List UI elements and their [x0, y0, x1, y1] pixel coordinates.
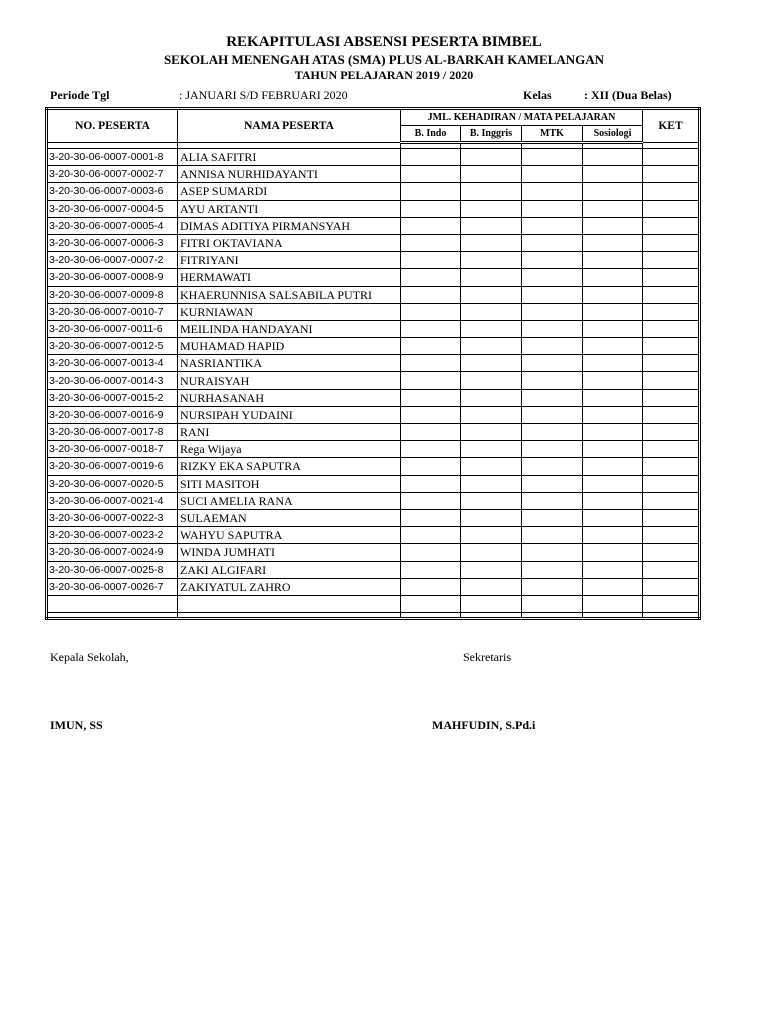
table-row — [47, 338, 700, 355]
participant-number: 3-20-30-06-0007-0015-2 — [47, 389, 178, 406]
empty-cell — [461, 595, 522, 612]
attendance-cell — [583, 441, 643, 458]
participant-number: 3-20-30-06-0007-0018-7 — [47, 441, 178, 458]
attendance-cell — [401, 509, 461, 526]
attendance-cell — [461, 424, 522, 441]
table-row — [47, 286, 700, 303]
attendance-cell — [401, 441, 461, 458]
attendance-cell — [522, 338, 583, 355]
attendance-cell — [583, 578, 643, 595]
table-row — [47, 389, 700, 406]
attendance-cell — [583, 338, 643, 355]
column-header-name: NAMA PESERTA — [178, 109, 401, 143]
attendance-cell — [401, 561, 461, 578]
attendance-cell — [522, 509, 583, 526]
attendance-cell — [461, 458, 522, 475]
attendance-cell — [461, 338, 522, 355]
attendance-cell — [401, 234, 461, 251]
document-title: REKAPITULASI ABSENSI PESERTA BIMBEL — [226, 34, 542, 50]
participant-number: 3-20-30-06-0007-0023-2 — [47, 527, 178, 544]
attendance-cell — [461, 252, 522, 269]
table-row — [47, 527, 700, 544]
empty-cell — [522, 595, 583, 612]
attendance-cell — [522, 303, 583, 320]
academic-year: TAHUN PELAJARAN 2019 / 2020 — [294, 68, 474, 82]
column-header-subject: Sosiologi — [583, 126, 643, 143]
participant-name: FITRI OKTAVIANA — [178, 234, 401, 251]
attendance-cell — [461, 389, 522, 406]
period-value: : JANUARI S/D FEBRUARI 2020 — [179, 88, 348, 102]
attendance-cell — [583, 475, 643, 492]
participant-number: 3-20-30-06-0007-0001-8 — [47, 149, 178, 166]
participant-name: HERMAWATI — [178, 269, 401, 286]
ket-cell — [643, 492, 700, 509]
attendance-cell — [401, 320, 461, 337]
empty-cell — [47, 613, 178, 619]
attendance-cell — [401, 406, 461, 423]
table-row — [47, 561, 700, 578]
attendance-cell — [583, 509, 643, 526]
attendance-cell — [461, 217, 522, 234]
table-row — [47, 355, 700, 372]
participant-name: RANI — [178, 424, 401, 441]
attendance-cell — [522, 527, 583, 544]
participant-number: 3-20-30-06-0007-0017-8 — [47, 424, 178, 441]
attendance-cell — [461, 286, 522, 303]
participant-number: 3-20-30-06-0007-0025-8 — [47, 561, 178, 578]
attendance-cell — [522, 217, 583, 234]
table-row — [47, 372, 700, 389]
attendance-cell — [522, 561, 583, 578]
table-row — [47, 234, 700, 251]
attendance-cell — [583, 372, 643, 389]
attendance-cell — [583, 406, 643, 423]
participant-name: AYU ARTANTI — [178, 200, 401, 217]
attendance-cell — [401, 252, 461, 269]
attendance-cell — [401, 149, 461, 166]
attendance-cell — [583, 183, 643, 200]
column-header-subject: B. Inggris — [461, 126, 522, 143]
ket-cell — [643, 234, 700, 251]
class-label: Kelas — [523, 88, 552, 102]
attendance-cell — [401, 424, 461, 441]
participant-number: 3-20-30-06-0007-0024-9 — [47, 544, 178, 561]
ket-cell — [643, 509, 700, 526]
attendance-cell — [522, 320, 583, 337]
attendance-cell — [522, 492, 583, 509]
participant-name: SITI MASITOH — [178, 475, 401, 492]
participant-number: 3-20-30-06-0007-0019-6 — [47, 458, 178, 475]
ket-cell — [643, 183, 700, 200]
participant-number: 3-20-30-06-0007-0010-7 — [47, 303, 178, 320]
attendance-cell — [522, 458, 583, 475]
attendance-cell — [401, 389, 461, 406]
column-header-attendance-group: JML. KEHADIRAN / MATA PELAJARAN — [401, 109, 643, 126]
attendance-cell — [401, 527, 461, 544]
attendance-cell — [522, 441, 583, 458]
table-row — [47, 509, 700, 526]
participant-name: WAHYU SAPUTRA — [178, 527, 401, 544]
attendance-cell — [461, 320, 522, 337]
attendance-cell — [522, 183, 583, 200]
attendance-cell — [401, 217, 461, 234]
table-row — [47, 406, 700, 423]
attendance-cell — [401, 200, 461, 217]
attendance-cell — [461, 166, 522, 183]
attendance-cell — [522, 475, 583, 492]
attendance-cell — [401, 578, 461, 595]
attendance-cell — [522, 544, 583, 561]
column-header-no: NO. PESERTA — [47, 109, 178, 143]
participant-number: 3-20-30-06-0007-0003-6 — [47, 183, 178, 200]
attendance-cell — [522, 286, 583, 303]
attendance-cell — [401, 286, 461, 303]
attendance-cell — [461, 492, 522, 509]
participant-name: FITRIYANI — [178, 252, 401, 269]
participant-name: NASRIANTIKA — [178, 355, 401, 372]
table-row — [47, 320, 700, 337]
participant-number: 3-20-30-06-0007-0022-3 — [47, 509, 178, 526]
ket-cell — [643, 544, 700, 561]
participant-number: 3-20-30-06-0007-0020-5 — [47, 475, 178, 492]
column-header-subject: B. Indo — [401, 126, 461, 143]
attendance-cell — [583, 200, 643, 217]
attendance-cell — [461, 406, 522, 423]
ket-cell — [643, 286, 700, 303]
attendance-cell — [461, 509, 522, 526]
participant-name: ZAKI ALGIFARI — [178, 561, 401, 578]
signature-role-left: Kepala Sekolah, — [50, 650, 129, 664]
ket-cell — [643, 269, 700, 286]
empty-cell — [643, 613, 700, 619]
table-row — [47, 252, 700, 269]
ket-cell — [643, 424, 700, 441]
attendance-cell — [583, 166, 643, 183]
empty-cell — [47, 595, 178, 612]
ket-cell — [643, 217, 700, 234]
table-row — [47, 149, 700, 166]
participant-number: 3-20-30-06-0007-0002-7 — [47, 166, 178, 183]
school-name: SEKOLAH MENENGAH ATAS (SMA) PLUS AL-BARKAH KAMELANGAN — [163, 52, 605, 67]
participant-number: 3-20-30-06-0007-0012-5 — [47, 338, 178, 355]
participant-name: NURSIPAH YUDAINI — [178, 406, 401, 423]
participant-name: SUCI AMELIA RANA — [178, 492, 401, 509]
attendance-cell — [522, 578, 583, 595]
attendance-cell — [583, 149, 643, 166]
participant-name: Rega Wijaya — [178, 441, 401, 458]
attendance-cell — [401, 544, 461, 561]
participant-number: 3-20-30-06-0007-0008-9 — [47, 269, 178, 286]
attendance-cell — [461, 475, 522, 492]
participant-name: NURHASANAH — [178, 389, 401, 406]
attendance-cell — [401, 303, 461, 320]
attendance-cell — [401, 475, 461, 492]
ket-cell — [643, 458, 700, 475]
participant-name: ANNISA NURHIDAYANTI — [178, 166, 401, 183]
ket-cell — [643, 252, 700, 269]
attendance-cell — [522, 372, 583, 389]
participant-number: 3-20-30-06-0007-0005-4 — [47, 217, 178, 234]
attendance-cell — [583, 492, 643, 509]
attendance-cell — [461, 372, 522, 389]
attendance-cell — [401, 492, 461, 509]
attendance-cell — [583, 269, 643, 286]
ket-cell — [643, 406, 700, 423]
attendance-cell — [583, 355, 643, 372]
attendance-cell — [583, 458, 643, 475]
ket-cell — [643, 320, 700, 337]
attendance-cell — [461, 561, 522, 578]
table-row — [47, 458, 700, 475]
empty-cell — [401, 613, 461, 619]
attendance-cell — [583, 286, 643, 303]
ket-cell — [643, 578, 700, 595]
attendance-cell — [401, 458, 461, 475]
attendance-cell — [522, 166, 583, 183]
attendance-cell — [522, 406, 583, 423]
participant-name: RIZKY EKA SAPUTRA — [178, 458, 401, 475]
attendance-cell — [583, 303, 643, 320]
empty-cell — [643, 595, 700, 612]
table-row — [47, 166, 700, 183]
attendance-cell — [461, 200, 522, 217]
ket-cell — [643, 338, 700, 355]
attendance-cell — [461, 527, 522, 544]
attendance-cell — [583, 252, 643, 269]
ket-cell — [643, 441, 700, 458]
empty-cell — [583, 595, 643, 612]
attendance-cell — [522, 424, 583, 441]
table-row — [47, 269, 700, 286]
table-row — [47, 424, 700, 441]
ket-cell — [643, 372, 700, 389]
attendance-cell — [522, 389, 583, 406]
participant-number: 3-20-30-06-0007-0009-8 — [47, 286, 178, 303]
attendance-cell — [583, 424, 643, 441]
column-header-ket: KET — [643, 109, 700, 143]
table-row — [47, 441, 700, 458]
ket-cell — [643, 389, 700, 406]
participant-name: ASEP SUMARDI — [178, 183, 401, 200]
class-value: : XII (Dua Belas) — [584, 88, 672, 102]
attendance-cell — [401, 355, 461, 372]
attendance-cell — [522, 252, 583, 269]
attendance-cell — [461, 441, 522, 458]
participant-number: 3-20-30-06-0007-0013-4 — [47, 355, 178, 372]
empty-row — [47, 595, 700, 612]
signature-name-right: MAHFUDIN, S.Pd.i — [432, 718, 536, 732]
attendance-cell — [583, 389, 643, 406]
participant-name: ZAKIYATUL ZAHRO — [178, 578, 401, 595]
attendance-cell — [522, 269, 583, 286]
table-row — [47, 183, 700, 200]
empty-cell — [583, 613, 643, 619]
participant-name: SULAEMAN — [178, 509, 401, 526]
table-row — [47, 578, 700, 595]
empty-cell — [178, 595, 401, 612]
attendance-cell — [461, 355, 522, 372]
signature-name-left: IMUN, SS — [50, 718, 103, 732]
attendance-cell — [401, 338, 461, 355]
participant-name: WINDA JUMHATI — [178, 544, 401, 561]
attendance-cell — [461, 149, 522, 166]
column-header-subject: MTK — [522, 126, 583, 143]
attendance-cell — [461, 544, 522, 561]
attendance-cell — [583, 234, 643, 251]
attendance-cell — [461, 269, 522, 286]
table-row — [47, 544, 700, 561]
participant-number: 3-20-30-06-0007-0011-6 — [47, 320, 178, 337]
participant-number: 3-20-30-06-0007-0006-3 — [47, 234, 178, 251]
empty-row — [47, 613, 700, 619]
period-label: Periode Tgl — [50, 88, 110, 102]
participant-name: ALIA SAFITRI — [178, 149, 401, 166]
ket-cell — [643, 166, 700, 183]
ket-cell — [643, 200, 700, 217]
table-row — [47, 303, 700, 320]
participant-number: 3-20-30-06-0007-0026-7 — [47, 578, 178, 595]
participant-name: NURAISYAH — [178, 372, 401, 389]
empty-cell — [461, 613, 522, 619]
attendance-cell — [522, 234, 583, 251]
attendance-table — [45, 107, 701, 620]
attendance-cell — [583, 217, 643, 234]
empty-cell — [178, 613, 401, 619]
attendance-cell — [461, 303, 522, 320]
attendance-cell — [583, 544, 643, 561]
attendance-cell — [522, 149, 583, 166]
participant-name: KHAERUNNISA SALSABILA PUTRI — [178, 286, 401, 303]
empty-cell — [522, 613, 583, 619]
ket-cell — [643, 149, 700, 166]
table-row — [47, 200, 700, 217]
participant-number: 3-20-30-06-0007-0016-9 — [47, 406, 178, 423]
ket-cell — [643, 527, 700, 544]
participant-name: DIMAS ADITIYA PIRMANSYAH — [178, 217, 401, 234]
attendance-cell — [583, 561, 643, 578]
table-row — [47, 217, 700, 234]
attendance-cell — [522, 355, 583, 372]
attendance-cell — [583, 320, 643, 337]
ket-cell — [643, 475, 700, 492]
attendance-cell — [401, 183, 461, 200]
signature-role-right: Sekretaris — [463, 650, 511, 664]
attendance-cell — [401, 269, 461, 286]
attendance-cell — [461, 234, 522, 251]
attendance-cell — [461, 578, 522, 595]
participant-number: 3-20-30-06-0007-0014-3 — [47, 372, 178, 389]
ket-cell — [643, 355, 700, 372]
participant-name: MUHAMAD HAPID — [178, 338, 401, 355]
participant-number: 3-20-30-06-0007-0007-2 — [47, 252, 178, 269]
participant-name: MEILINDA HANDAYANI — [178, 320, 401, 337]
attendance-cell — [461, 183, 522, 200]
table-row — [47, 492, 700, 509]
ket-cell — [643, 561, 700, 578]
participant-number: 3-20-30-06-0007-0004-5 — [47, 200, 178, 217]
attendance-cell — [522, 200, 583, 217]
empty-cell — [401, 595, 461, 612]
table-row — [47, 475, 700, 492]
attendance-cell — [401, 166, 461, 183]
attendance-cell — [583, 527, 643, 544]
attendance-cell — [401, 372, 461, 389]
participant-number: 3-20-30-06-0007-0021-4 — [47, 492, 178, 509]
ket-cell — [643, 303, 700, 320]
participant-name: KURNIAWAN — [178, 303, 401, 320]
